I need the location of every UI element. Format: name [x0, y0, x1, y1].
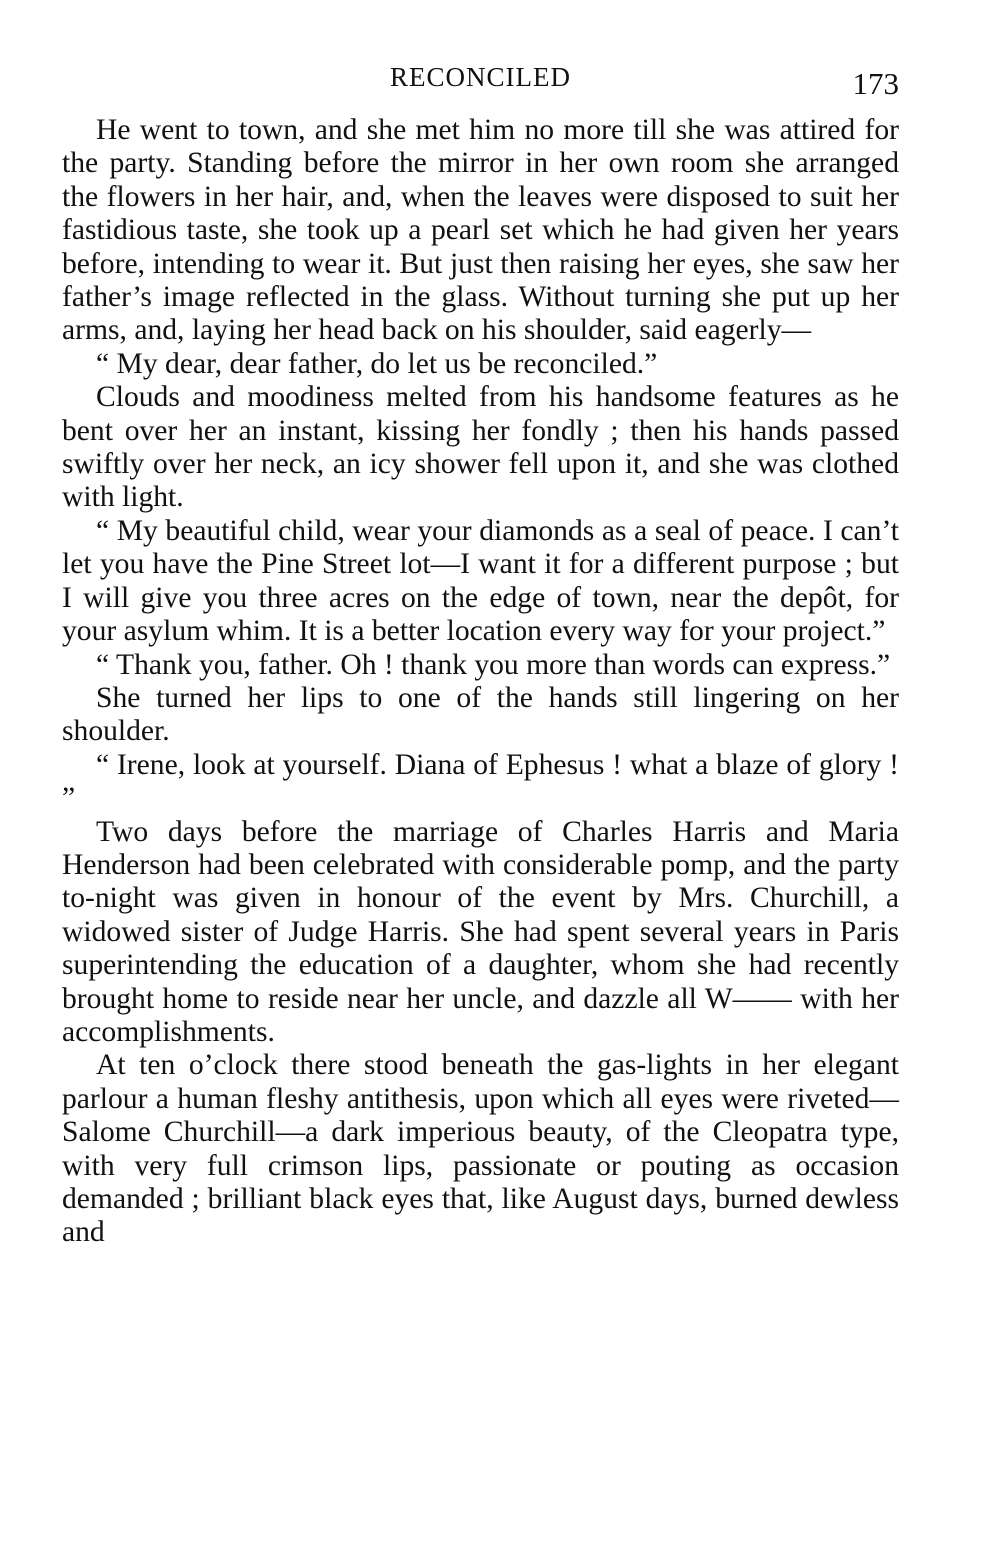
paragraph: At ten o’clock there stood beneath the gas-lights in her elegant parlour a human fleshy antithesis, upon which all eyes were riveted—Salome Churchill—a dark imperious beauty, of the Cleopatra type, with very full crimson lips, passionate or pouting as occasion demanded ; brilliant black eyes that, like August days, burned dewless and: [62, 1049, 899, 1249]
paragraph: “ My beautiful child, wear your diamonds as a seal of peace. I can’t let you have the Pine Street lot—I want it for a different purpose ; but I will give you three acres on the edge of town, near the depôt, for your asylum whim. It is a better location every way for your project.”: [62, 514, 899, 648]
paragraph: “ My dear, dear father, do let us be reconciled.”: [96, 347, 658, 380]
paragraph: He went to town, and she met him no more till she was attired for the party. Standing before the mirror in her own room she arranged the flowers in her hair, and, when the leaves were disposed to suit her fastidious taste, she took up a pearl set which he had given her years before, intending to wear it. But just then raising her eyes, she saw her father’s image reflected in the glass. Without turning she put up her arms, and, laying her head back on his shoulder, said eagerly—: [62, 114, 899, 347]
running-head: [62, 58, 899, 101]
paragraph: She turned her lips to one of the hands still lingering on her shoulder.: [62, 681, 899, 748]
page-number: 173: [852, 66, 899, 101]
paragraph: Two days before the marriage of Charles Harris and Maria Henderson had been celebrated with considerable pomp, and the party to-night was given in honour of the event by Mrs. Churchill, a widowed sister of Judge Harris. She had spent several years in Paris superintending the education of a daughter, whom she had recently brought home to reside near her uncle, and dazzle all W—— with her accomplishments.: [62, 815, 899, 1048]
running-title: RECONCILED: [390, 62, 571, 92]
paragraph: “ Thank you, father. Oh ! thank you more than words can express.”: [96, 648, 891, 681]
book-page: [62, 58, 899, 1250]
paragraph: Clouds and moodiness melted from his handsome features as he bent over her an instant, kissing her fondly ; then his hands passed swiftly over her neck, an icy shower fell upon it, and she was clothed with light.: [62, 381, 899, 514]
paragraph: “ Irene, look at yourself. Diana of Ephesus ! what a blaze of glory ! ”: [62, 748, 899, 815]
body-text: [62, 114, 899, 1250]
